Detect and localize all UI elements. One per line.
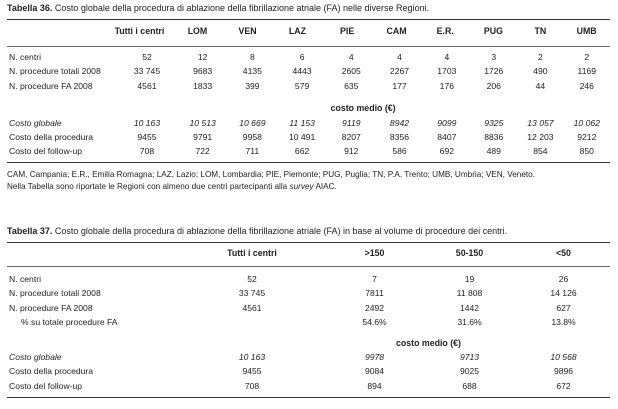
- row-label: Costo del follow-up: [9, 380, 83, 391]
- row-label: N. procedure FA 2008: [9, 80, 93, 91]
- table36-section-title: costo medio (€): [330, 103, 396, 114]
- table36-col-header: UMB: [576, 26, 597, 36]
- table-cell: 894: [367, 380, 382, 391]
- row-label: N. centri: [9, 52, 41, 62]
- table36-row: [7, 64, 610, 78]
- table36-caption-bold: Tabella 36.: [7, 3, 53, 13]
- table36-col-header: LOM: [187, 26, 208, 36]
- table36-body: [7, 50, 610, 159]
- table-cell: 10 513: [189, 117, 216, 128]
- table36-col-header: LAZ: [288, 26, 306, 36]
- table37-body: [7, 272, 610, 393]
- table36-row: [7, 130, 610, 144]
- table36-col-header: PUG: [483, 26, 503, 36]
- table37-header-row: [7, 246, 610, 260]
- table-cell: 19: [464, 274, 475, 284]
- table-cell: 635: [344, 80, 359, 91]
- row-label: Costo globale: [9, 352, 62, 363]
- table-cell: 9325: [484, 117, 504, 128]
- table-cell: 246: [579, 80, 594, 91]
- table-cell: 6: [299, 52, 305, 62]
- table37-row: [7, 301, 610, 315]
- table37-col-header: <50: [556, 248, 571, 258]
- table36-row: [7, 50, 610, 64]
- table-cell: 9455: [242, 366, 262, 377]
- table36-col-header: E.R.: [436, 26, 454, 36]
- table-cell: 33 745: [133, 66, 161, 77]
- table-cell: 579: [294, 80, 310, 91]
- table37-row: [7, 379, 610, 393]
- table-cell: 12 203: [527, 132, 554, 143]
- table-cell: 2267: [389, 66, 410, 77]
- table-cell: 850: [579, 146, 594, 157]
- table-cell: 9978: [364, 352, 385, 363]
- table36: [7, 24, 610, 44]
- table-cell: 8207: [341, 132, 361, 143]
- table-cell: 13 057: [527, 117, 554, 128]
- table-cell: 2605: [341, 66, 361, 77]
- table37-section-title: costo medio (€): [395, 337, 461, 348]
- table-cell: 54.6%: [362, 317, 387, 328]
- table36-caption: [7, 3, 429, 13]
- table-cell: 9212: [577, 132, 597, 143]
- table-cell: 8356: [389, 132, 410, 143]
- table-cell: 1726: [484, 66, 504, 77]
- table-cell: 2: [538, 52, 543, 62]
- table-cell: 9084: [364, 366, 385, 377]
- table-cell: 10 163: [133, 117, 161, 128]
- table-cell: 10 669: [239, 117, 266, 128]
- table-cell: 9099: [437, 117, 457, 128]
- table-cell: 176: [439, 80, 455, 91]
- table37-row: [7, 272, 610, 286]
- table-cell: 4561: [242, 302, 262, 313]
- row-label: N. procedure totali 2008: [9, 66, 101, 77]
- table36-note-line1: CAM, Campania; E.R., Emilia Romagna; LAZ, Lazio; LOM, Lombardia; PIE, Piemonte; PUG, Puglia; TN, P.A. Trento; UMB, Umbria; VEN, Veneto.: [7, 170, 536, 179]
- row-label: N. procedure totali 2008: [9, 288, 101, 299]
- table-cell: 4: [348, 52, 354, 62]
- table-cell: 4561: [137, 80, 157, 91]
- table37: [7, 246, 610, 260]
- table-cell: 8836: [484, 132, 504, 143]
- table-cell: 627: [556, 302, 571, 313]
- table-cell: 7: [372, 274, 377, 284]
- table-cell: 33 745: [238, 288, 266, 299]
- table36-header-rule: [7, 46, 610, 47]
- table-cell: 4: [397, 52, 402, 62]
- table36-note: [7, 169, 535, 192]
- table36-row: [7, 79, 610, 93]
- table36-row: [7, 116, 610, 130]
- table36-row: [7, 144, 610, 158]
- row-label: N. procedure FA 2008: [9, 302, 93, 313]
- table-cell: 9791: [193, 132, 213, 143]
- table36-col-header: TN: [534, 26, 547, 36]
- table-cell: 4443: [292, 66, 312, 77]
- table37-col-header: Tutti i centri: [227, 248, 277, 258]
- table-cell: 912: [344, 146, 359, 157]
- table-cell: 1833: [193, 80, 213, 91]
- row-label: Costo della procedura: [9, 366, 94, 377]
- table-cell: 206: [486, 80, 501, 91]
- table37-top-rule: [7, 242, 610, 243]
- table-cell: 672: [556, 380, 571, 391]
- table37-header-rule: [7, 266, 610, 267]
- row-label: Costo del follow-up: [9, 146, 83, 157]
- table-cell: 2492: [364, 302, 385, 313]
- table-cell: 177: [392, 80, 407, 91]
- table36-col-header: CAM: [386, 26, 407, 36]
- table-cell: [177, 315, 327, 329]
- table-cell: 10 568: [550, 352, 577, 363]
- table-cell: 9713: [459, 352, 480, 363]
- table-cell: 711: [245, 146, 260, 157]
- table37-row: [7, 315, 610, 329]
- table-cell: 8: [249, 52, 255, 62]
- table-cell: 1442: [459, 302, 480, 313]
- table-cell: 688: [462, 380, 477, 391]
- row-label: Costo globale: [9, 117, 62, 128]
- table37-caption-bold: Tabella 37.: [7, 226, 53, 236]
- table-cell: 9958: [242, 132, 262, 143]
- table36-header-row: [7, 24, 610, 38]
- table37-col-header: >150: [364, 248, 385, 258]
- table-cell: 10 163: [238, 352, 266, 363]
- table-cell: 13.8%: [551, 317, 576, 328]
- table-cell: 1169: [577, 66, 597, 77]
- table-cell: 11 808: [456, 288, 483, 299]
- table-cell: 4: [444, 52, 450, 62]
- table-cell: 52: [142, 52, 152, 62]
- table37-col-header: 50-150: [455, 248, 484, 258]
- table-cell: 4135: [242, 66, 262, 77]
- table36-top-rule: [7, 19, 610, 20]
- table-cell: 8407: [437, 132, 457, 143]
- table-cell: 489: [486, 146, 501, 157]
- table-cell: 722: [195, 146, 210, 157]
- table-cell: 662: [294, 146, 310, 157]
- table-cell: 708: [139, 146, 155, 157]
- table-cell: 9025: [459, 366, 480, 377]
- table-cell: 52: [247, 274, 257, 284]
- table-cell: 490: [533, 66, 548, 77]
- table-cell: 854: [533, 146, 548, 157]
- table36-col-header: Tutti i centri: [114, 26, 165, 36]
- table-cell: 31.6%: [457, 317, 482, 328]
- table-cell: 14 126: [550, 288, 577, 299]
- table-cell: 9455: [137, 132, 157, 143]
- table-cell: 1703: [437, 66, 457, 77]
- table37-row: [7, 286, 610, 300]
- table-cell: 586: [392, 146, 407, 157]
- table-cell: 9683: [193, 66, 213, 77]
- table-cell: 26: [558, 274, 569, 284]
- table-cell: 3: [491, 52, 497, 62]
- table37-bottom-rule: [7, 397, 610, 398]
- table-cell: 8942: [389, 117, 410, 128]
- table-cell: 399: [245, 80, 260, 91]
- table-cell: 10 491: [288, 132, 316, 143]
- table37-row: [7, 364, 610, 378]
- table-cell: 9896: [553, 366, 574, 377]
- table36-col-header: VEN: [238, 26, 257, 36]
- table36-bottom-rule: [7, 162, 610, 163]
- table-cell: 11 153: [289, 117, 315, 128]
- table-cell: 44: [535, 80, 546, 91]
- row-label: N. centri: [9, 274, 41, 284]
- row-label: Costo della procedura: [9, 132, 94, 143]
- table36-caption-text: Costo globale della procedura di ablazione della fibrillazione atriale (FA) nelle diverse Regioni.: [52, 3, 430, 13]
- table-cell: 708: [244, 380, 260, 391]
- table37-row: [7, 350, 610, 364]
- table-cell: 2: [584, 52, 590, 62]
- table36-note-line2: Nella Tabella sono riportate le Regioni con almeno due centri partecipanti alla survey AIAC.: [7, 181, 337, 191]
- table36-col-header: PIE: [340, 26, 355, 36]
- table-cell: 9119: [342, 117, 361, 128]
- table37-caption: [7, 226, 507, 236]
- table37-caption-text: Costo globale della procedura di ablazione della fibrillazione atriale (FA) in base al volume di procedure dei centri.: [52, 226, 508, 236]
- table-cell: 10 062: [573, 117, 600, 128]
- table-cell: 692: [439, 146, 455, 157]
- table-cell: 12: [197, 52, 208, 62]
- table-cell: 7811: [365, 288, 384, 299]
- row-label: % su totale procedure FA: [21, 317, 118, 328]
